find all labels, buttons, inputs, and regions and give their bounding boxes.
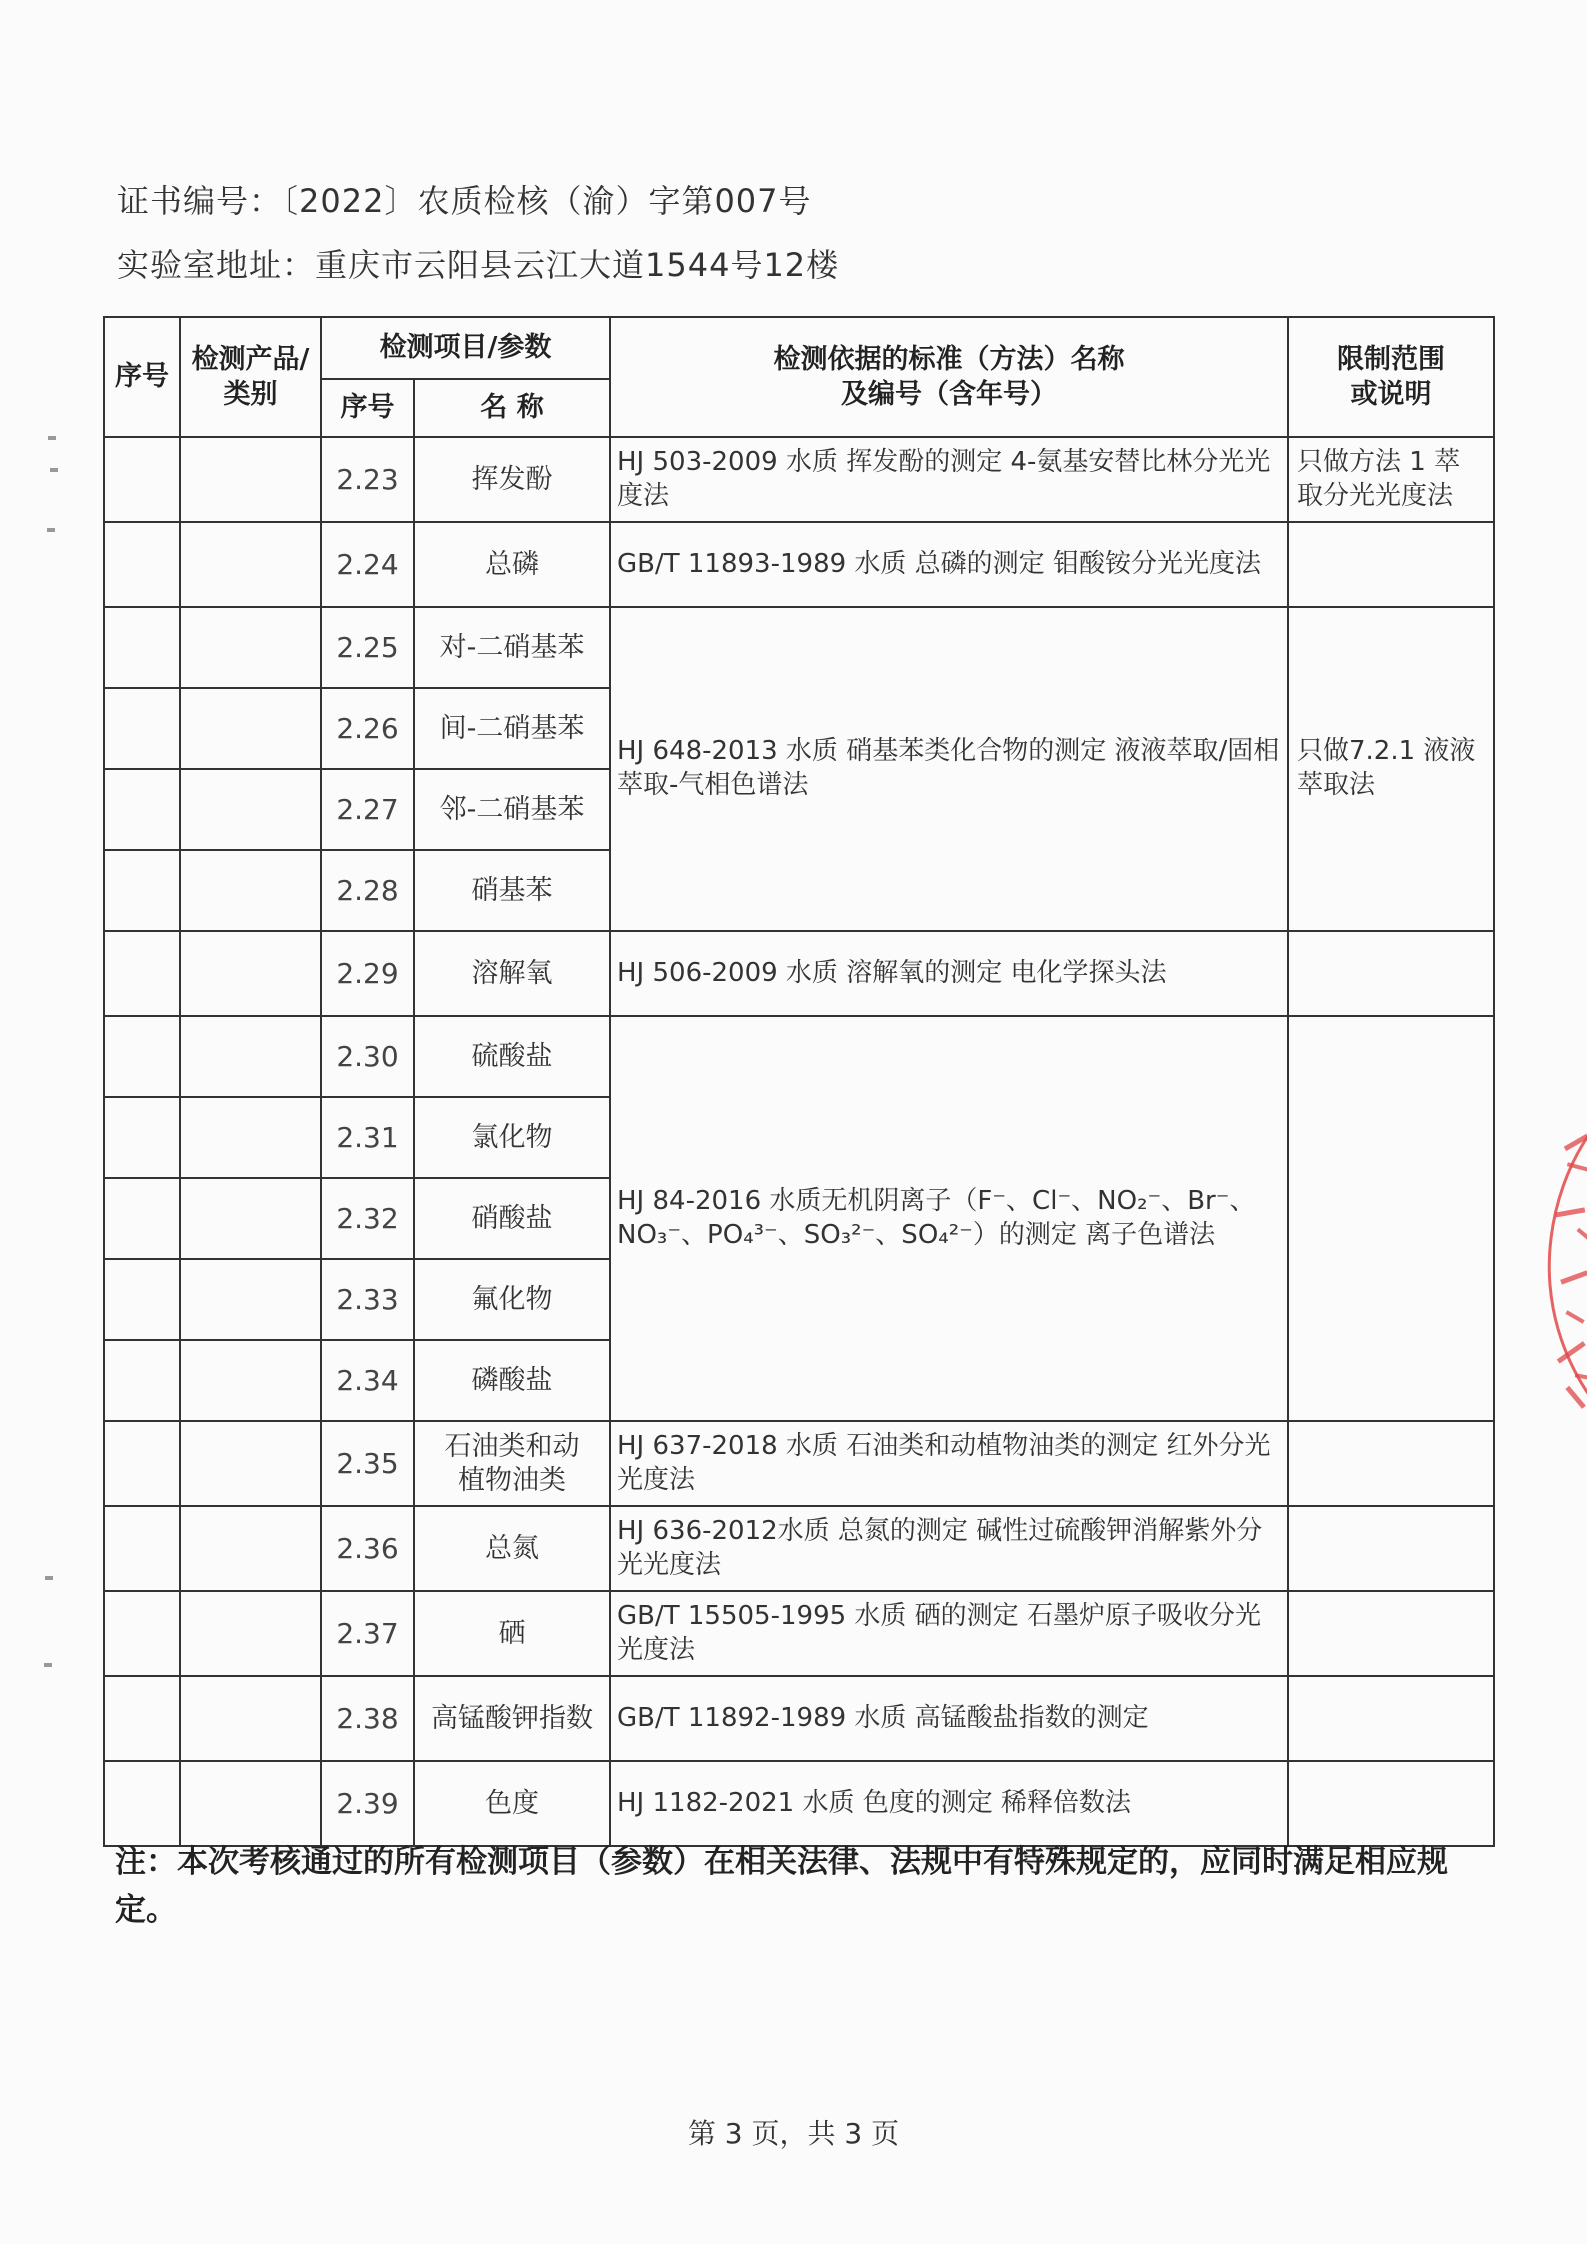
seal-stamp xyxy=(1525,1085,1587,1445)
standard-method: HJ 506-2009 水质 溶解氧的测定 电化学探头法 xyxy=(610,931,1288,1016)
certificate-number: 证书编号：〔2022〕农质检核（渝）字第007号 xyxy=(117,182,812,220)
item-number: 2.32 xyxy=(321,1178,414,1259)
item-name: 挥发酚 xyxy=(414,437,610,522)
table-row xyxy=(104,607,1494,688)
limit-note: 只做7.2.1 液液萃取法 xyxy=(1288,607,1494,931)
item-number: 2.33 xyxy=(321,1259,414,1340)
item-number: 2.38 xyxy=(321,1676,414,1761)
item-number: 2.27 xyxy=(321,769,414,850)
standard-method: HJ 84-2016 水质无机阴离子（F⁻、Cl⁻、NO₂⁻、Br⁻、NO₃⁻、PO₄³⁻、SO₃²⁻、SO₄²⁻）的测定 离子色谱法 xyxy=(610,1016,1288,1421)
header-limit: 限制范围或说明 xyxy=(1288,317,1494,437)
table-row xyxy=(104,931,1494,1016)
item-number: 2.35 xyxy=(321,1421,414,1506)
item-number: 2.37 xyxy=(321,1591,414,1676)
item-name: 色度 xyxy=(414,1761,610,1846)
table-row xyxy=(104,1591,1494,1676)
scan-mark xyxy=(47,528,55,532)
standard-method: GB/T 11893-1989 水质 总磷的测定 钼酸铵分光光度法 xyxy=(610,522,1288,607)
item-name: 磷酸盐 xyxy=(414,1340,610,1421)
standard-method: GB/T 11892-1989 水质 高锰酸盐指数的测定 xyxy=(610,1676,1288,1761)
header-item-group: 检测项目/参数 xyxy=(321,317,610,379)
item-name: 总氮 xyxy=(414,1506,610,1591)
standard-method: GB/T 15505-1995 水质 硒的测定 石墨炉原子吸收分光光度法 xyxy=(610,1591,1288,1676)
item-number: 2.34 xyxy=(321,1340,414,1421)
scan-mark xyxy=(48,436,56,440)
standard-method: HJ 1182-2021 水质 色度的测定 稀释倍数法 xyxy=(610,1761,1288,1846)
footnote: 注：本次考核通过的所有检测项目（参数）在相关法律、法规中有特殊规定的，应同时满足相应规定。 xyxy=(115,1844,1448,1929)
item-number: 2.25 xyxy=(321,607,414,688)
item-name: 氯化物 xyxy=(414,1097,610,1178)
item-number: 2.39 xyxy=(321,1761,414,1846)
item-name: 氟化物 xyxy=(414,1259,610,1340)
table-row xyxy=(104,522,1494,607)
item-name: 邻-二硝基苯 xyxy=(414,769,610,850)
limit-note: 只做方法 1 萃取分光光度法 xyxy=(1288,437,1494,522)
table-row xyxy=(104,1506,1494,1591)
table-row xyxy=(104,1421,1494,1506)
item-number: 2.28 xyxy=(321,850,414,931)
item-number: 2.26 xyxy=(321,688,414,769)
item-name: 石油类和动植物油类 xyxy=(414,1421,610,1506)
scan-mark xyxy=(50,468,58,472)
item-name: 高锰酸钾指数 xyxy=(414,1676,610,1761)
scan-mark xyxy=(44,1663,52,1667)
item-name: 硫酸盐 xyxy=(414,1016,610,1097)
table-row xyxy=(104,1676,1494,1761)
standard-method: HJ 503-2009 水质 挥发酚的测定 4-氨基安替比林分光光度法 xyxy=(610,437,1288,522)
item-number: 2.30 xyxy=(321,1016,414,1097)
qualification-table xyxy=(103,316,1495,1847)
item-name: 对-二硝基苯 xyxy=(414,607,610,688)
lab-address: 实验室地址：重庆市云阳县云江大道1544号12楼 xyxy=(117,246,840,284)
item-number: 2.36 xyxy=(321,1506,414,1591)
item-name: 间-二硝基苯 xyxy=(414,688,610,769)
header-item-name: 名 称 xyxy=(414,379,610,437)
header-standard: 检测依据的标准（方法）名称及编号（含年号） xyxy=(610,317,1288,437)
header-product: 检测产品/类别 xyxy=(180,317,321,437)
item-name: 溶解氧 xyxy=(414,931,610,1016)
table-row xyxy=(104,1761,1494,1846)
item-number: 2.24 xyxy=(321,522,414,607)
item-name: 总磷 xyxy=(414,522,610,607)
page-number: 第 3 页，共 3 页 xyxy=(687,2117,900,2150)
standard-method: HJ 648-2013 水质 硝基苯类化合物的测定 液液萃取/固相萃取-气相色谱法 xyxy=(610,607,1288,931)
scan-mark xyxy=(45,1576,53,1580)
item-number: 2.31 xyxy=(321,1097,414,1178)
item-name: 硝酸盐 xyxy=(414,1178,610,1259)
item-name: 硝基苯 xyxy=(414,850,610,931)
qualification-table-wrapper xyxy=(103,316,1493,1847)
table-row xyxy=(104,1016,1494,1097)
table-row xyxy=(104,437,1494,522)
header-item-seq: 序号 xyxy=(321,379,414,437)
standard-method: HJ 636-2012水质 总氮的测定 碱性过硫酸钾消解紫外分光光度法 xyxy=(610,1506,1288,1591)
item-number: 2.23 xyxy=(321,437,414,522)
header-seq: 序号 xyxy=(104,317,180,437)
item-number: 2.29 xyxy=(321,931,414,1016)
standard-method: HJ 637-2018 水质 石油类和动植物油类的测定 红外分光光度法 xyxy=(610,1421,1288,1506)
item-name: 硒 xyxy=(414,1591,610,1676)
